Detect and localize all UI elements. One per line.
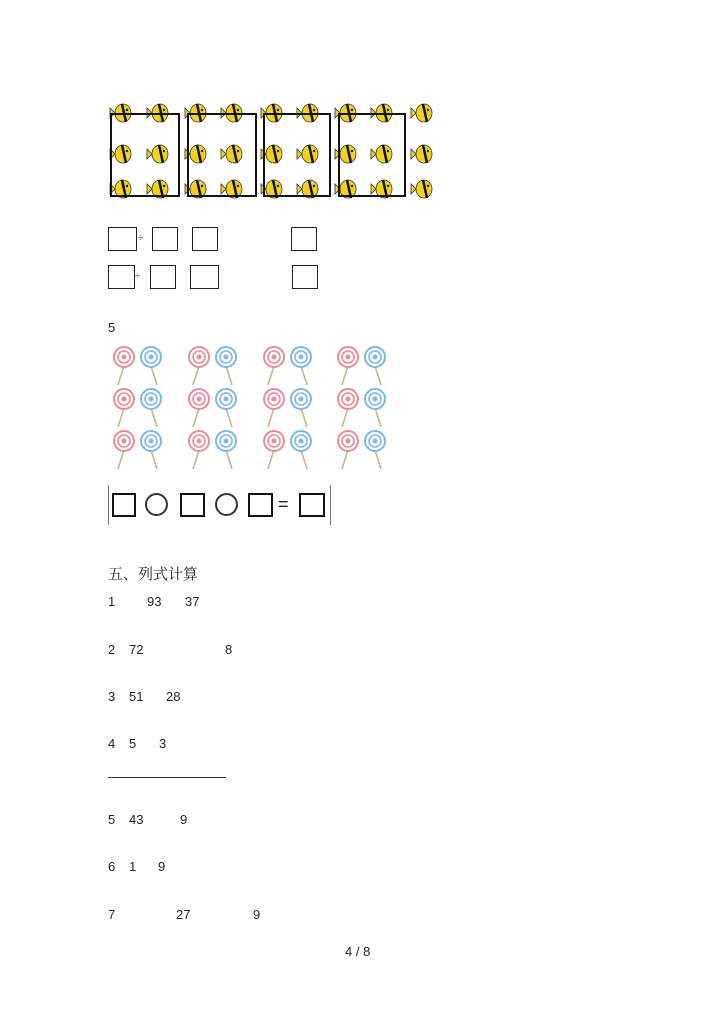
answer-box[interactable] [248, 493, 273, 517]
problem-number: 7 [108, 907, 116, 922]
lollipop-icon [189, 389, 209, 427]
answer-box[interactable] [108, 227, 137, 251]
lollipop-icon [114, 347, 134, 385]
operand: 51 [129, 689, 144, 704]
fish-icon [411, 145, 432, 163]
lollipop-picture [108, 344, 392, 472]
lollipop-icon [216, 347, 236, 385]
operand: 27 [176, 907, 191, 922]
answer-box[interactable] [108, 265, 135, 289]
lollipop-illustration [108, 344, 392, 472]
operator-circle[interactable] [145, 493, 168, 516]
problem-number: 4 [108, 736, 116, 751]
lollipop-icon [264, 431, 284, 469]
answer-box[interactable] [190, 265, 219, 289]
operand: 9 [158, 859, 166, 874]
answer-box[interactable] [152, 227, 178, 251]
problem-number: 5 [108, 812, 116, 827]
lollipop-icon [338, 389, 358, 427]
fish-group-box-2 [187, 113, 257, 197]
answer-box[interactable] [180, 493, 205, 517]
operand: 37 [185, 594, 200, 609]
lollipop-icon [264, 347, 284, 385]
lollipop-icon [264, 389, 284, 427]
exercise-number: 5 [108, 320, 116, 335]
answer-box[interactable] [192, 227, 218, 251]
lollipop-icon [365, 431, 385, 469]
separator-line [108, 777, 226, 778]
fish-group-box-3 [263, 113, 331, 197]
lollipop-icon [338, 431, 358, 469]
operand: 72 [129, 642, 144, 657]
lollipop-icon [141, 389, 161, 427]
problem-number: 3 [108, 689, 116, 704]
fish-icon [411, 180, 432, 198]
lollipop-icon [141, 347, 161, 385]
answer-box[interactable] [150, 265, 176, 289]
lollipop-icon [338, 347, 358, 385]
answer-box[interactable] [299, 493, 325, 517]
lollipop-icon [291, 347, 311, 385]
fish-group-box-1 [110, 113, 180, 197]
lollipop-icon [114, 389, 134, 427]
lollipop-icon [141, 431, 161, 469]
division-sign: ÷ [138, 233, 144, 244]
fish-group-box-4 [338, 113, 406, 197]
lollipop-icon [291, 389, 311, 427]
problem-number: 6 [108, 859, 116, 874]
answer-box[interactable] [292, 265, 318, 289]
division-sign: ÷ [135, 271, 141, 282]
lollipop-icon [365, 389, 385, 427]
operator-circle[interactable] [215, 493, 238, 516]
fish-picture [108, 97, 442, 211]
lollipop-icon [216, 431, 236, 469]
operand: 8 [225, 642, 233, 657]
lollipop-icon [189, 347, 209, 385]
lollipop-icon [114, 431, 134, 469]
equation-row [108, 485, 332, 525]
operand: 93 [147, 594, 162, 609]
divider-line [330, 485, 331, 525]
lollipop-icon [216, 389, 236, 427]
answer-box[interactable] [112, 493, 136, 517]
lollipop-icon [189, 431, 209, 469]
lollipop-icon [291, 431, 311, 469]
operand: 5 [129, 736, 137, 751]
operand: 43 [129, 812, 144, 827]
section-title: 五、列式计算 [108, 565, 199, 583]
operand: 9 [253, 907, 261, 922]
lollipop-icon [365, 347, 385, 385]
problem-number: 2 [108, 642, 116, 657]
operand: 9 [180, 812, 188, 827]
operand: 28 [166, 689, 181, 704]
page-number: 4 / 8 [345, 944, 371, 959]
answer-box[interactable] [291, 227, 317, 251]
problem-number: 1 [108, 594, 116, 609]
divider-line [108, 485, 109, 525]
operand: 1 [129, 859, 137, 874]
fish-icon [411, 104, 432, 122]
equals-sign: = [278, 494, 289, 514]
operand: 3 [159, 736, 167, 751]
